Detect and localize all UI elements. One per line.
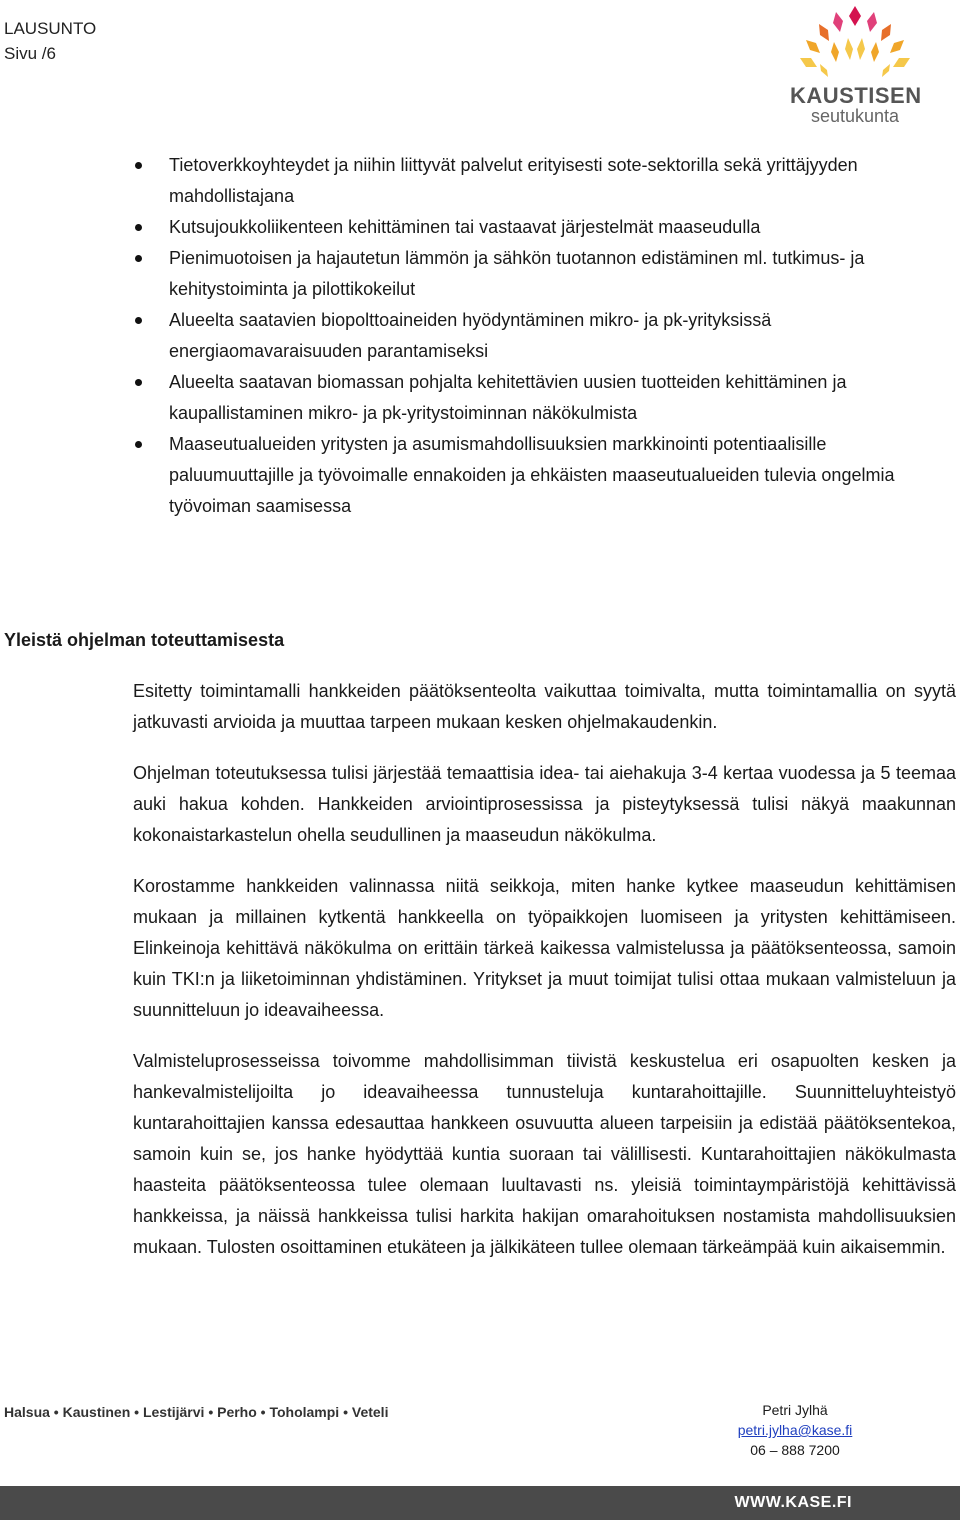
paragraph: Korostamme hankkeiden valinnassa niitä seikkoja, miten hanke kytkee maaseudun kehittämisen mukaan ja millainen kytkentä hankkeella on työpaikkojen luomiseen ja yritysten kehittämiseen. Elinkeinoja kehittävä näkökulma on erittäin tärkeä kaikessa valmistelussa ja päätöksenteossa, samoin kuin TKI:n ja liiketoiminnan yhdistäminen. Yritykset ja muut toimijat tulisi ottaa mukaan valmisteluun ja suunnitteluun jo ideavaiheessa. xyxy=(133,876,956,1020)
footer-municipalities: Halsua • Kaustinen • Lestijärvi • Perho • Toholampi • Veteli xyxy=(4,1404,389,1420)
bullet-item: Pienimuotoisen ja hajautetun lämmön ja sähkön tuotannon edistäminen ml. tutkimus- ja kehitystoiminta ja pilottikokeilut xyxy=(135,243,950,305)
bullet-item: Alueelta saatavien biopolttoaineiden hyödyntäminen mikro- ja pk-yrityksissä energiaomavaraisuuden parantamiseksi xyxy=(135,305,950,367)
logo-name: KAUSTISEN xyxy=(790,83,922,108)
website-link[interactable]: WWW.KASE.FI xyxy=(734,1494,852,1511)
contact-phone: 06 – 888 7200 xyxy=(750,1442,840,1458)
bullet-list xyxy=(135,150,950,522)
paragraph: Ohjelman toteutuksessa tulisi järjestää temaattisia idea- tai aiehakuja 3-4 kertaa vuodessa ja 5 teemaa auki hakua kohden. Hankkeiden arviointiprosessissa ja pisteytyksessä tulisi näkyä maakunnan kokonaistarkastelun ohella seudullinen ja maaseudun näkökulma. xyxy=(133,763,956,845)
paragraph: Esitetty toimintamalli hankkeiden päätöksenteolta vaikuttaa toimivalta, mutta toimintamallia on syytä jatkuvasti arvioida ja muuttaa tarpeen mukaan kesken ohjelmakaudenkin. xyxy=(133,681,956,732)
document-header xyxy=(4,16,96,66)
contact-email-link[interactable]: petri.jylha@kase.fi xyxy=(737,1422,853,1438)
logo-subtitle: seutukunta xyxy=(810,106,900,126)
bullet-item: Maaseutualueiden yritysten ja asumismahdollisuuksien markkinointi potentiaalisille paluumuuttajille ja työvoimalle ennakoiden ja ehkäisten maaseutualueiden tulevia ongelmia työvoiman saamisessa xyxy=(135,429,950,522)
page-number: Sivu /6 xyxy=(4,44,56,63)
contact-name: Petri Jylhä xyxy=(762,1402,828,1418)
kaustisen-seutukunta-logo xyxy=(790,2,920,128)
document-type: LAUSUNTO xyxy=(4,19,97,38)
bullet-item: Tietoverkkoyhteydet ja niihin liittyvät palvelut erityisesti sote-sektorilla sekä yrittäjyyden mahdollistajana xyxy=(135,150,950,212)
logo-sunburst-icon xyxy=(790,2,920,82)
body-text xyxy=(133,676,956,1283)
section-heading: Yleistä ohjelman toteuttamisesta xyxy=(4,630,285,650)
bullet-item: Kutsujoukkoliikenteen kehittäminen tai vastaavat järjestelmät maaseudulla xyxy=(135,212,950,243)
paragraph: Valmisteluprosesseissa toivomme mahdollisimman tiivistä keskustelua eri osapuolten kesken ja hankevalmistelijoilta jo ideavaiheessa tunnusteluja kuntarahoittajille. Suunnitteluyhteistyö kuntarahoittajien kanssa edesauttaa hankkeen osuvuutta alueen tarpeisiin ja edistää päätöksentekoa, samoin kuin se, jos hanke hyödyttää kuntia suoraan tai välillisesti. Kuntarahoittajien näkökulmasta haasteita päätöksenteossa tulee olemaan luultavasti ns. yleisiä toimintaympäristöjä kehittävissä hankkeissa, ja näissä hankkeissa tulisi harkita hakijan omarahoituksen nostamista mahdollisuuksien mukaan. Tulosten osoittaminen etukäteen ja jälkikäteen tullee olemaan tärkeämpää kuin aikaisemmin. xyxy=(133,1051,956,1257)
footer-bar xyxy=(0,1486,960,1520)
footer-contact xyxy=(700,1400,890,1460)
bullet-item: Alueelta saatavan biomassan pohjalta kehitettävien uusien tuotteiden kehittäminen ja kaupallistaminen mikro- ja pk-yritystoiminnan näkökulmista xyxy=(135,367,950,429)
